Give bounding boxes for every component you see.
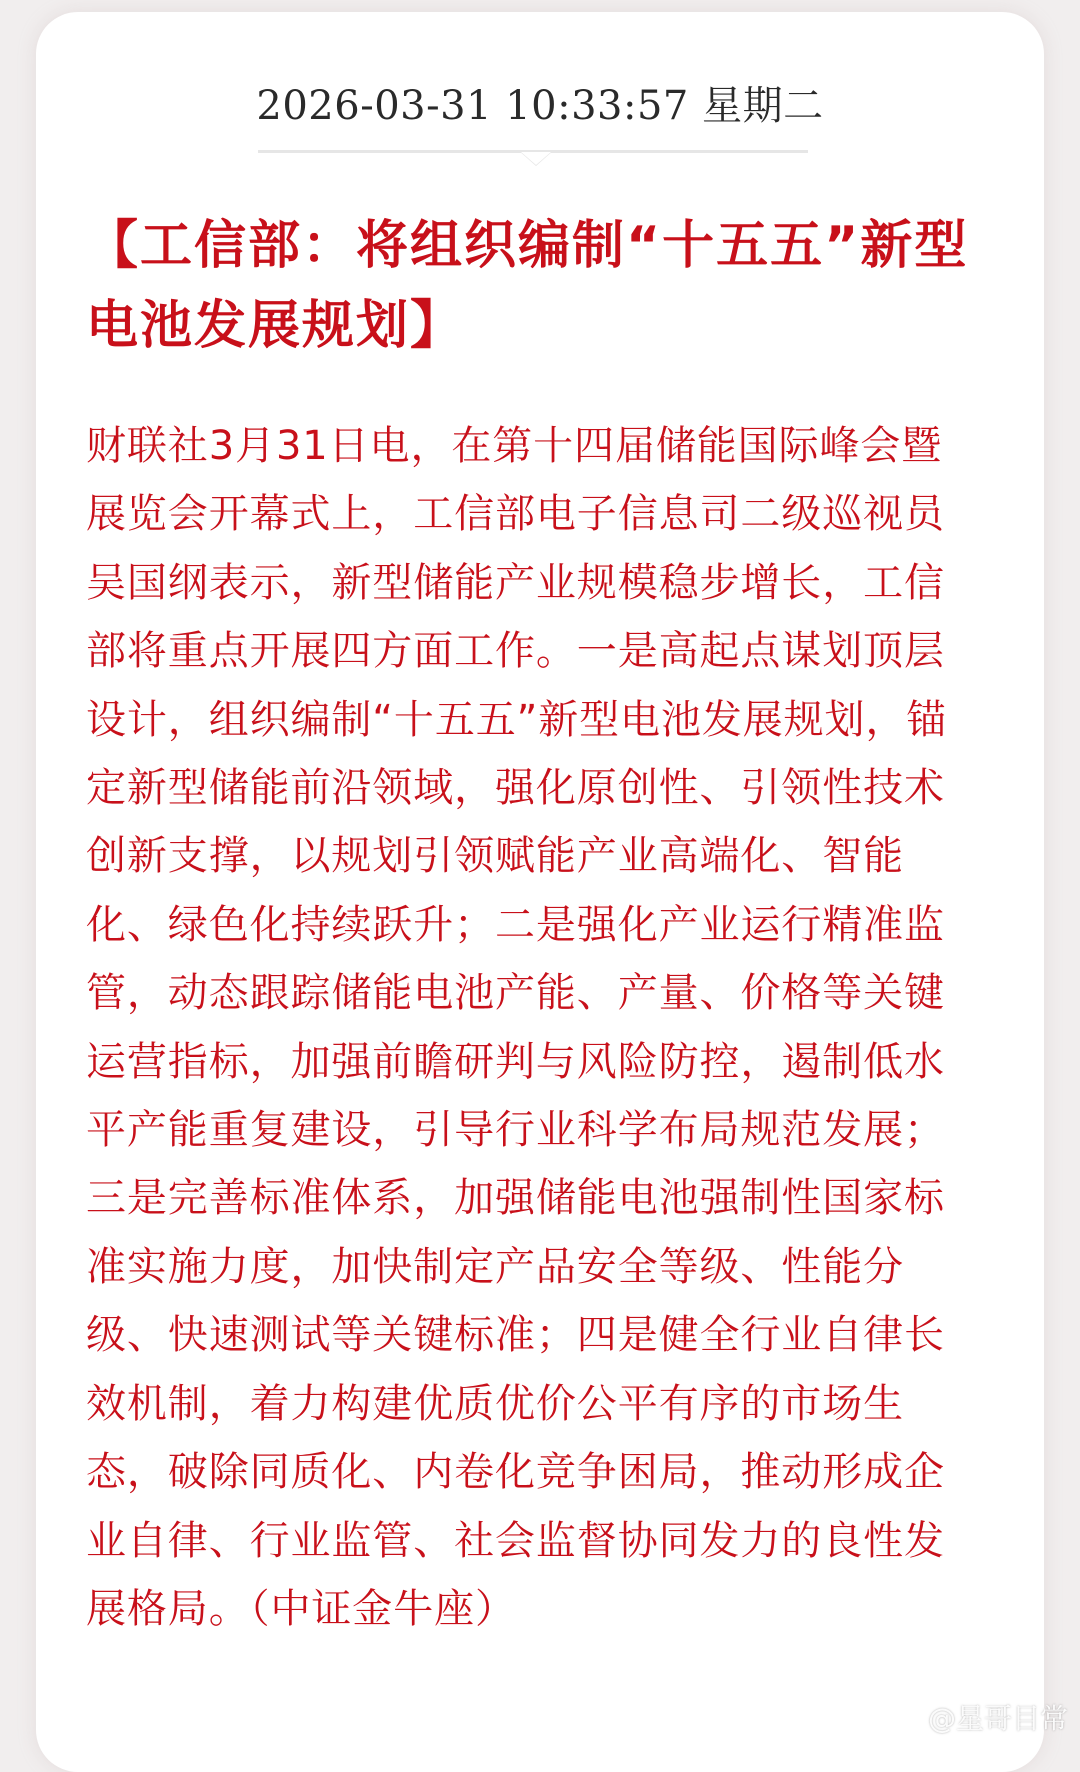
divider-notch-fill [521, 152, 551, 165]
article-body: 财联社3月31日电，在第十四届储能国际峰会暨展览会开幕式上，工信部电子信息司二级巡视员吴国纲表示，新型储能产业规模稳步增长，工信部将重点开展四方面工作。一是高起点谋划顶层设计，组织编制“十五五”新型电池发展规划，锚定新型储能前沿领域，强化原创性、引领性技术创新支撑，以规划引领赋能产业高端化、智能化、绿色化持续跃升；二是强化产业运行精准监管，动态跟踪储能电池产能、产量、价格等关键运营指标，加强前瞻研判与风险防控，遏制低水平产能重复建设，引导行业科学布局规范发展；三是完善标准体系，加强储能电池强制性国家标准实施力度，加快制定产品安全等级、性能分级、快速测试等关键标准；四是健全行业自律长效机制，着力构建优质优价公平有序的市场生态，破除同质化、内卷化竞争困局，推动形成企业自律、行业监管、社会监督协同发力的良性发展格局。（中证金牛座） [86, 423, 948, 1632]
timestamp: 2026-03-31 10:33:57 星期二 [256, 83, 824, 129]
watermark-text: @星哥目常 [927, 1702, 1068, 1735]
headline: 【工信部：将组织编制“十五五”新型电池发展规划】 [86, 216, 969, 356]
watermark [886, 1697, 1068, 1737]
weibo-icon [886, 1702, 922, 1732]
